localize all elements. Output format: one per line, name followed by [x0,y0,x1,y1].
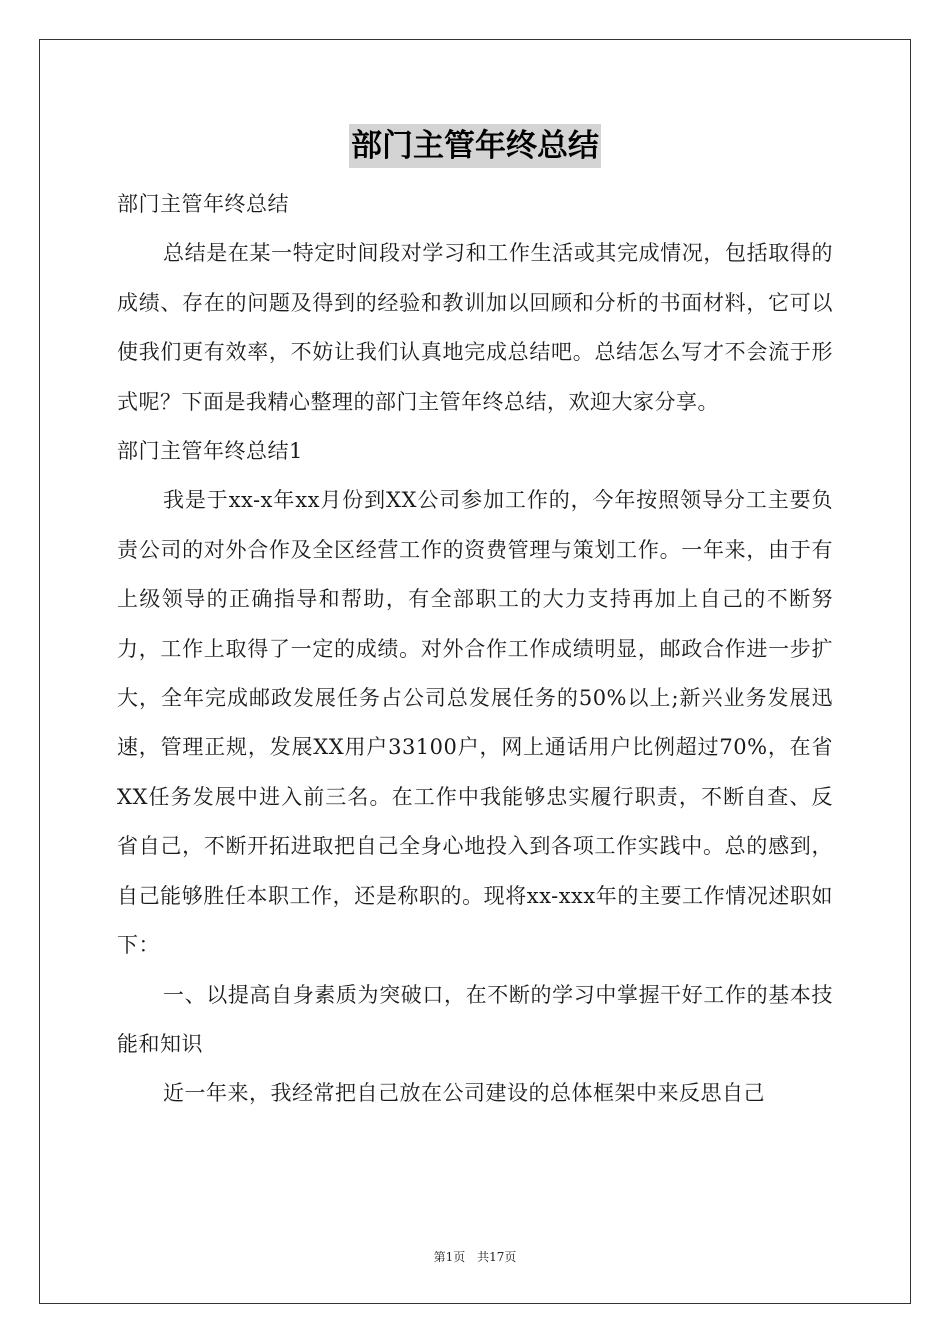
page-footer [0,1248,950,1265]
paragraph-body: 我是于xx-x年xx月份到XX公司参加工作的，今年按照领导分工主要负责公司的对外合作及全区经营工作的资费管理与策划工作。一年来，由于有上级领导的正确指导和帮助，有全部职工的大力支持再加上自己的不断努力，工作上取得了一定的成绩。对外合作工作成绩明显，邮政合作进一步扩大，全年完成邮政发展任务占公司总发展任务的50%以上;新兴业务发展迅速，管理正规，发展XX用户33100户，网上通话用户比例超过70%，在省XX任务发展中进入前三名。在工作中我能够忠实履行职责，不断自查、反省自己，不断开拓进取把自己全身心地投入到各项工作实践中。总的感到，自己能够胜任本职工作，还是称职的。现将xx-xxx年的主要工作情况述职如下： [117,488,833,958]
paragraph-continued: 近一年来，我经常把自己放在公司建设的总体框架中来反思自己 [163,1081,765,1106]
document-title: 部门主管年终总结 [349,124,601,168]
document-body [117,180,833,1119]
page-number: 第1页 [433,1250,466,1264]
title-container [0,124,950,168]
paragraph-item-heading: 一、以提高自身素质为突破口，在不断的学习中掌握干好工作的基本技能和知识 [117,982,833,1056]
paragraph-intro: 总结是在某一特定时间段对学习和工作生活或其完成情况，包括取得的成绩、存在的问题及得到的经验和教训加以回顾和分析的书面材料，它可以使我们更有效率，不妨让我们认真地完成总结吧。总结怎么写才不会流于形式呢？下面是我精心整理的部门主管年终总结，欢迎大家分享。 [117,241,833,414]
page-total: 共17页 [477,1250,517,1264]
paragraph-section-heading: 部门主管年终总结1 [117,439,303,464]
paragraph-subtitle: 部门主管年终总结 [117,192,289,216]
